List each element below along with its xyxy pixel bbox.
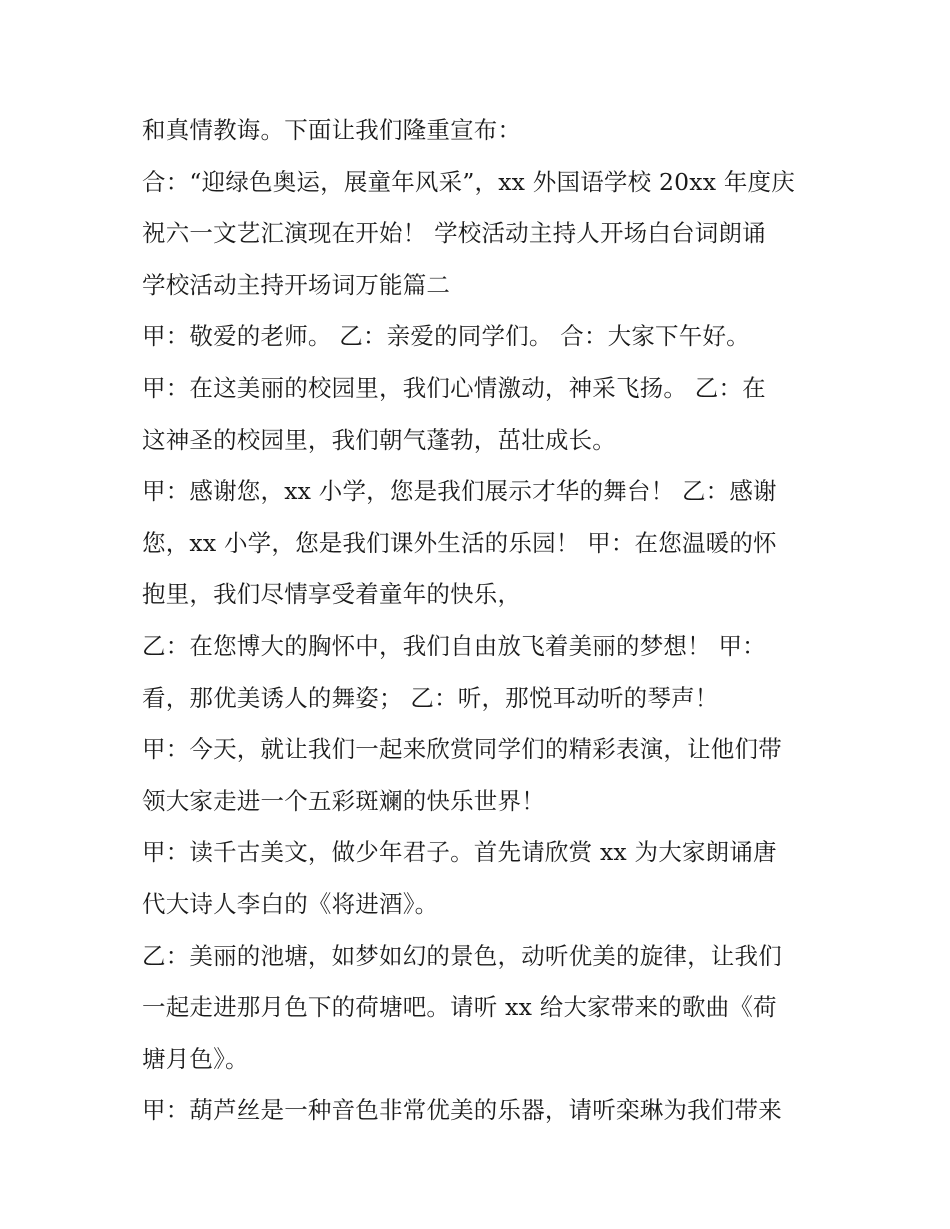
text-line: 学校活动主持开场词万能篇二 xyxy=(142,270,451,299)
text-line: 甲：敬爱的老师。 乙：亲爱的同学们。 合：大家下午好。 xyxy=(142,322,750,351)
text-line: 甲：读千古美文，做少年君子。首先请欣赏 xx 为大家朗诵唐 xyxy=(142,838,777,867)
text-line: 祝六一文艺汇演现在开始！ 学校活动主持人开场白台词朗诵 xyxy=(142,219,766,248)
text-line: 合：“迎绿色奥运，展童年风采”，xx 外国语学校 20xx 年度庆 xyxy=(142,167,795,196)
text-line: 和真情教诲。下面让我们隆重宣布： xyxy=(142,116,522,144)
text-line: 甲：感谢您，xx 小学，您是我们展示才华的舞台！ 乙：感谢 xyxy=(142,477,777,506)
text-line: 一起走进那月色下的荷塘吧。请听 xx 给大家带来的歌曲《荷 xyxy=(142,993,777,1022)
text-line: 领大家走进一个五彩斑斓的快乐世界！ xyxy=(142,786,545,815)
text-line: 甲：葫芦丝是一种音色非常优美的乐器，请听栾琳为我们带来 xyxy=(142,1096,782,1125)
text-line: 乙：在您博大的胸怀中，我们自由放飞着美丽的梦想！ 甲： xyxy=(142,631,766,660)
text-line: 甲：在这美丽的校园里，我们心情激动，神采飞扬。 乙：在 xyxy=(142,373,766,402)
text-line: 您，xx 小学，您是我们课外生活的乐园！ 甲：在您温暖的怀 xyxy=(142,528,777,557)
document-body xyxy=(142,108,822,1140)
text-line: 代大诗人李白的《将进酒》。 xyxy=(142,889,439,918)
text-line: 塘月色》。 xyxy=(142,1044,249,1073)
text-line: 这神圣的校园里，我们朝气蓬勃，茁壮成长。 xyxy=(142,425,616,454)
text-line: 甲：今天，就让我们一起来欣赏同学们的精彩表演，让他们带 xyxy=(142,735,782,764)
text-line: 乙：美丽的池塘，如梦如幻的景色，动听优美的旋律，让我们 xyxy=(142,941,782,970)
text-line: 抱里，我们尽情享受着童年的快乐， xyxy=(142,580,522,609)
text-line: 看，那优美诱人的舞姿； 乙：听，那悦耳动听的琴声！ xyxy=(142,683,719,712)
